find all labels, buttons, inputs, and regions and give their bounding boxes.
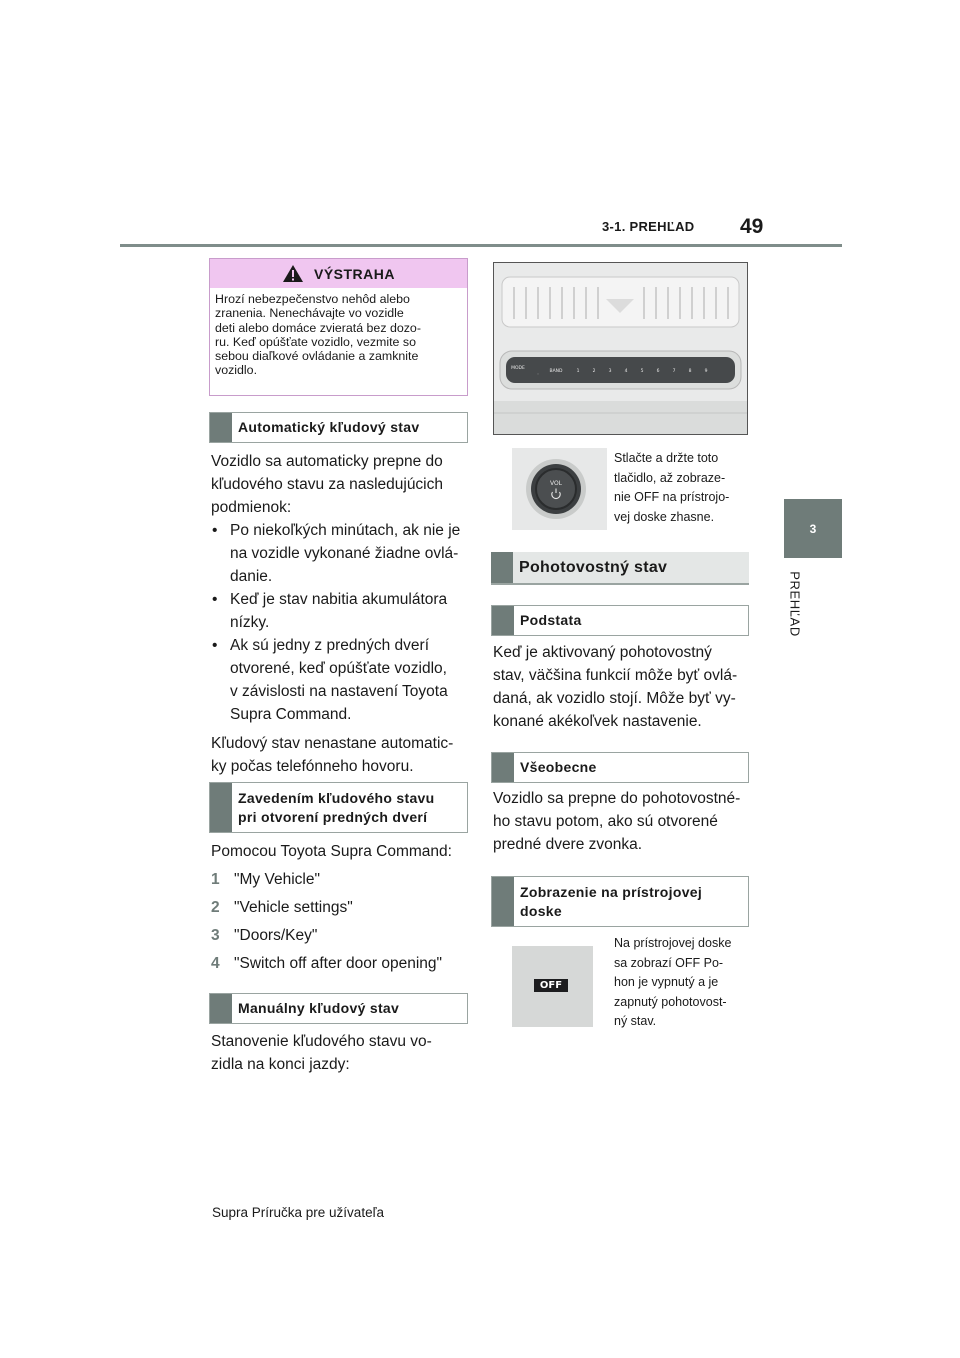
volume-knob-drawing	[512, 448, 607, 530]
radio-button-label: 2	[592, 369, 596, 374]
step-text: "My Vehicle"	[234, 871, 320, 888]
text-line: Keď je aktivovaný pohotovostný	[493, 644, 712, 661]
radio-panel-illustration	[493, 262, 748, 435]
step-item	[211, 896, 471, 924]
text-line: kľudového stavu za nasledujúcich	[211, 476, 444, 493]
warning-text	[210, 288, 467, 378]
section-header-general	[491, 752, 749, 783]
chapter-label	[780, 566, 810, 642]
step-text: "Vehicle settings"	[234, 899, 353, 916]
text-line: • Po niekoľkých minútach, ak nie je	[230, 522, 461, 539]
text-line: Vozidlo sa automaticky prepne do	[211, 453, 443, 470]
step-number: 4	[211, 955, 220, 972]
manual-sleep-text	[211, 1030, 471, 1076]
text-line: zidla na konci jazdy:	[211, 1056, 350, 1073]
warning-line: Hrozí nebezpečenstvo nehôd alebo	[215, 292, 410, 306]
section-title: 3-1. PREHĽAD	[602, 219, 695, 234]
warning-line: ru. Keď opúšťate vozidlo, vezmite so	[215, 334, 416, 349]
warning-line: deti alebo domáce zvieratá bez dozo-	[215, 320, 421, 335]
text-line: daná, ak vozidlo stojí. Môže byť vy-	[493, 690, 736, 707]
warning-line: sebou diaľkové ovládanie a zamknite	[215, 349, 419, 364]
section-header-text: Pohotovostný stav	[519, 559, 668, 576]
warning-header	[210, 259, 467, 288]
warning-line: vozidlo.	[215, 363, 258, 378]
section-header-door-sleep	[209, 782, 468, 833]
section-header-bar	[492, 606, 514, 635]
section-header-text: Podstata	[520, 612, 582, 628]
principle-text	[493, 641, 758, 733]
text-line: na vozidle vykonané žiadne ovlá-	[230, 545, 459, 562]
text-line: sa zobrazí OFF Po-	[614, 955, 724, 970]
text-line: Stanovenie kľudového stavu vo-	[211, 1033, 432, 1050]
text-line: konané akékoľvek nastavenie.	[493, 713, 702, 730]
radio-button-label: 9	[704, 369, 708, 374]
radio-button-label: 6	[656, 369, 660, 374]
section-header-bar	[492, 877, 514, 926]
warning-line: zranenia. Nenechávajte vo vozidle	[215, 306, 404, 321]
text-line: Na prístrojovej doske	[614, 936, 732, 950]
section-header-bar	[491, 552, 513, 583]
text-line: v závislosti na nastavení Toyota	[230, 683, 448, 700]
radio-button-label: 3	[608, 369, 612, 374]
text-line: podmienok:	[211, 499, 292, 516]
radio-button-label: 7	[672, 369, 676, 374]
step-text: "Switch off after door opening"	[234, 955, 443, 972]
section-header-text: Automatický kľudový stav	[238, 419, 420, 435]
list-item	[211, 634, 471, 726]
text-line: Vozidlo sa prepne do pohotovostné-	[493, 790, 741, 807]
step-number: 1	[211, 871, 220, 888]
radio-button-label: BAND	[549, 369, 563, 374]
section-header-text: Všeobecne	[520, 759, 597, 775]
text-line: Zobrazenie na prístrojovej	[520, 883, 703, 900]
steps-list	[211, 868, 471, 980]
step-number: 2	[211, 899, 220, 916]
section-header-auto-sleep	[209, 412, 468, 443]
volume-knob-illustration	[512, 448, 607, 530]
warning-triangle-icon	[282, 264, 304, 283]
chapter-tab: 3	[784, 499, 842, 558]
section-header-standby	[491, 552, 749, 585]
list-item	[211, 519, 471, 588]
warning-title: VÝSTRAHA	[313, 265, 395, 282]
radio-panel-drawing	[494, 263, 747, 434]
conditions-list	[211, 519, 471, 726]
off-badge: OFF	[534, 979, 568, 992]
section-header-text	[514, 883, 702, 921]
text-line: pri otvorení predných dverí	[238, 808, 428, 825]
radio-button-label: 8	[688, 369, 692, 374]
text-line: stav, väčšina funkcií môže byť ovlá-	[493, 667, 738, 684]
section-header-bar	[210, 783, 232, 832]
section-header-text	[232, 789, 435, 827]
header-rule	[120, 244, 842, 247]
step-item	[211, 868, 471, 896]
text-line: hon je vypnutý a je	[614, 975, 719, 989]
display-caption	[614, 934, 759, 1032]
text-line: zapnutý pohotovost-	[614, 994, 727, 1009]
step-text: "Doors/Key"	[234, 927, 318, 944]
text-line: • Ak sú jedny z predných dverí	[230, 637, 430, 654]
text-line: doske	[520, 902, 562, 919]
text-line: danie.	[230, 568, 273, 585]
text-line: ky počas telefónneho hovoru.	[211, 758, 414, 775]
radio-button-label: 4	[624, 369, 628, 374]
auto-sleep-text	[211, 450, 471, 778]
section-header-bar	[210, 413, 232, 442]
text-line: vej doske zhasne.	[614, 509, 715, 524]
warning-box	[209, 258, 468, 396]
general-text	[493, 787, 758, 856]
step-item	[211, 952, 471, 980]
text-line: nie OFF na prístrojo-	[614, 490, 730, 504]
text-line: Zavedením kľudového stavu	[238, 789, 435, 806]
section-header-display	[491, 876, 749, 927]
text-line: • Keď je stav nabitia akumulátora	[230, 591, 448, 608]
section-header-manual-sleep	[209, 993, 468, 1024]
section-header-text: Manuálny kľudový stav	[238, 1000, 400, 1016]
text-line: Pomocou Toyota Supra Command:	[211, 843, 452, 860]
footer-text: Supra Príručka pre užívateľa	[212, 1205, 385, 1220]
radio-button-label: ◦	[536, 372, 540, 376]
step-item	[211, 924, 471, 952]
text-line: otvorené, keď opúšťate vozidlo,	[230, 660, 447, 677]
knob-label: VOL	[549, 480, 563, 487]
step-number: 3	[211, 927, 220, 944]
off-display-illustration	[512, 946, 593, 1027]
knob-caption	[614, 449, 759, 527]
text-line: Supra Command.	[230, 706, 352, 723]
radio-button-label: MODE	[511, 366, 525, 371]
text-line: Kľudový stav nenastane automatic-	[211, 735, 454, 752]
list-item	[211, 588, 471, 634]
text-line: predné dvere zvonka.	[493, 836, 643, 853]
section-header-bar	[492, 753, 514, 782]
text-line: ho stavu potom, ako sú otvorené	[493, 813, 718, 830]
radio-button-label: 5	[640, 369, 644, 374]
chapter-label-text: PREHĽAD	[787, 571, 803, 637]
page-number: 49	[740, 215, 764, 238]
text-line: ný stav.	[614, 1014, 657, 1028]
text-line: nízky.	[230, 614, 270, 631]
section-header-principle	[491, 605, 749, 636]
section-header-bar	[210, 994, 232, 1023]
text-line: Stlačte a držte toto	[614, 451, 719, 465]
text-line: tlačidlo, až zobraze-	[614, 470, 726, 485]
radio-button-label: 1	[576, 369, 580, 374]
door-sleep-text	[211, 840, 471, 980]
